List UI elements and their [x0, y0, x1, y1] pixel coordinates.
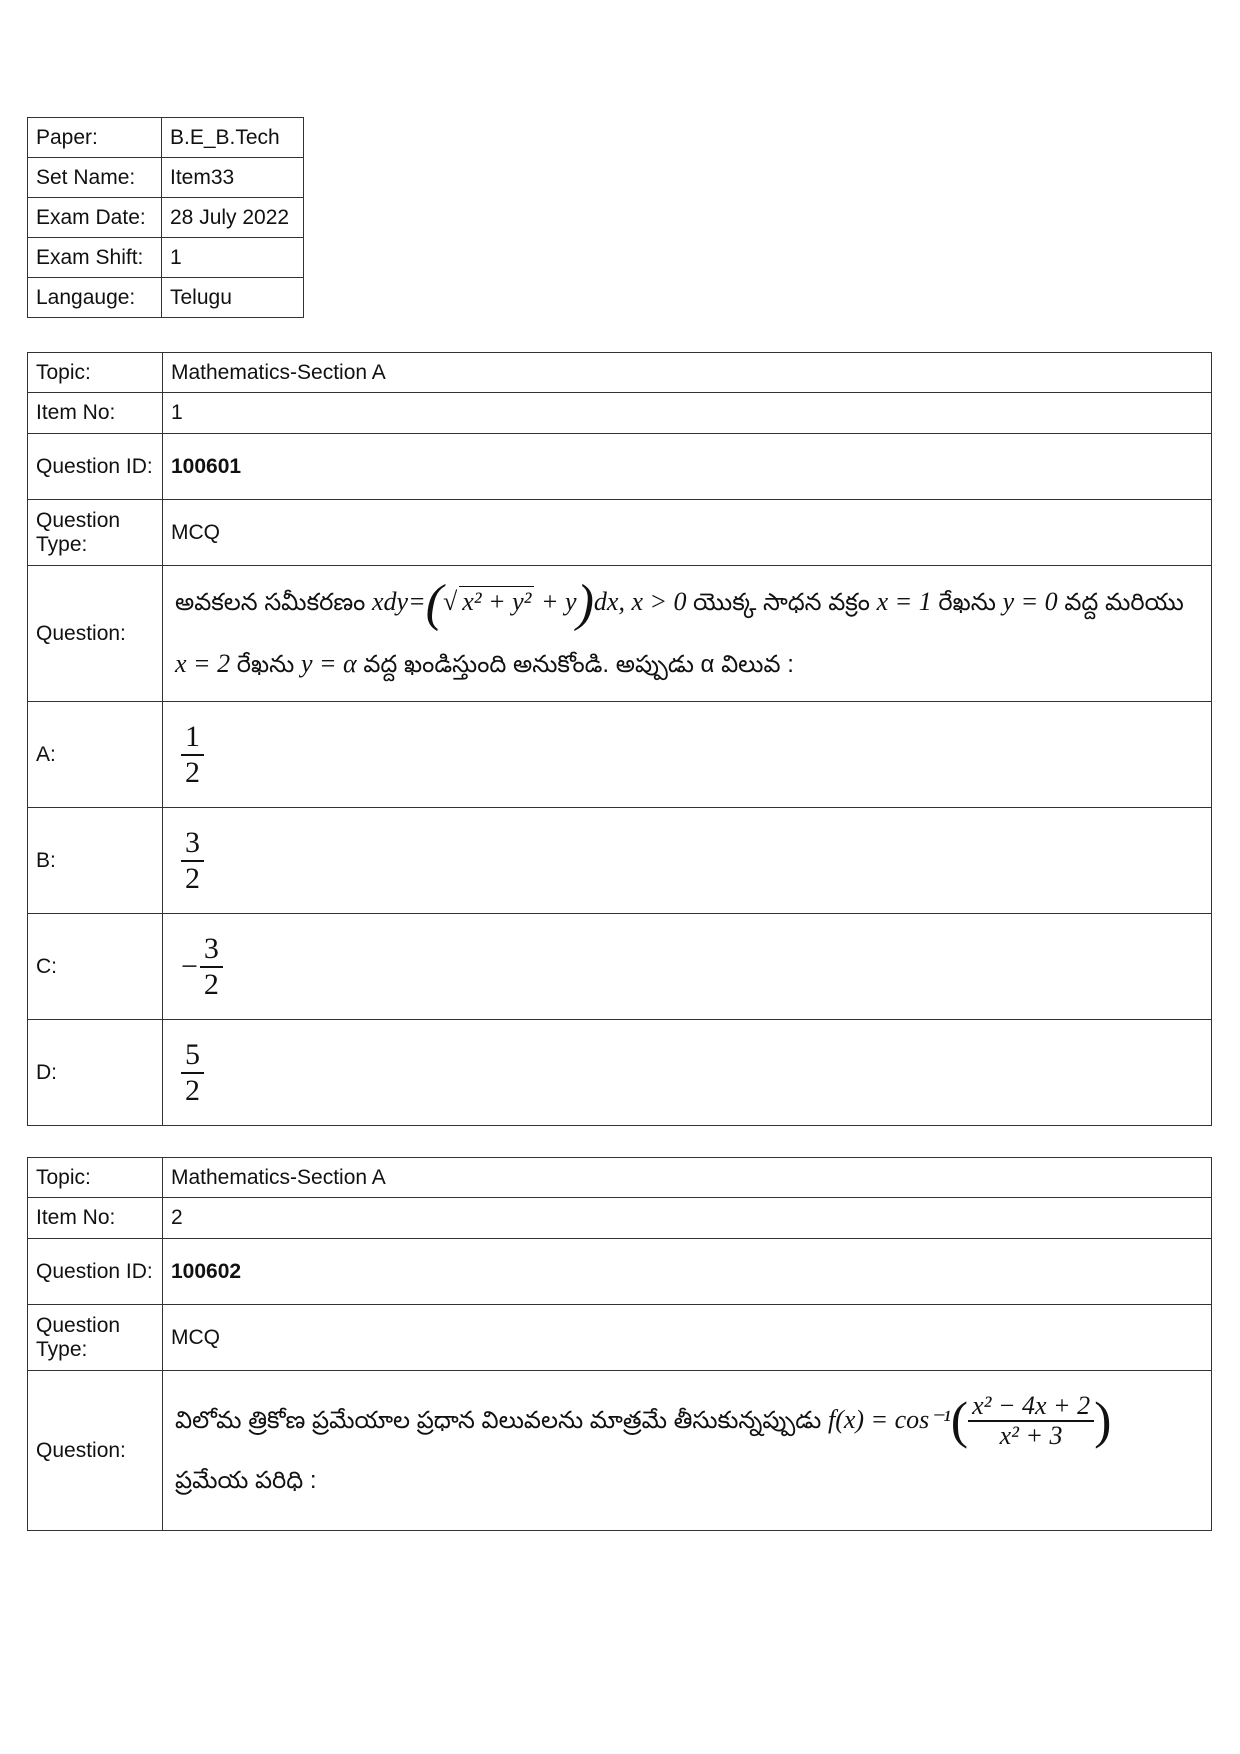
question-row — [28, 566, 1212, 702]
fraction — [968, 1392, 1094, 1450]
meta-value: 1 — [162, 238, 304, 278]
fraction — [181, 1038, 204, 1108]
topic-label: Topic: — [28, 1158, 163, 1198]
question-id-row — [28, 1239, 1212, 1305]
meta-row-exam-shift — [28, 238, 304, 278]
question-type-value: MCQ — [163, 500, 1212, 566]
option-value — [163, 1020, 1212, 1126]
math-expression: xdy=(√ x² + y² + y)dx, x > 0 — [372, 575, 687, 633]
telugu-text: వద్ద మరియు — [1064, 589, 1184, 616]
question-id-value: 100602 — [163, 1239, 1212, 1305]
fraction — [200, 932, 223, 1002]
meta-value: 28 July 2022 — [162, 198, 304, 238]
fraction-numerator: 5 — [181, 1038, 204, 1074]
question-text: విలోమ త్రికోణ ప్రమేయాల ప్రధాన విలువలను మాత్రమే తీసుకున్నప్పుడు f(x) = cos⁻¹( $\frac{\text{x² − 4x + 2}}{\text{x² + 3}}$ ) ప్రమేయ పరిధి : — [163, 1371, 1212, 1531]
question-id-value: 100601 — [163, 434, 1212, 500]
fraction-numerator: 1 — [181, 720, 204, 756]
question-2-table — [27, 1157, 1212, 1531]
meta-value: Telugu — [162, 278, 304, 318]
telugu-text: అవకలన సమీకరణం — [175, 589, 366, 616]
fraction-numerator: x² − 4x + 2 — [968, 1392, 1094, 1422]
question-row — [28, 1371, 1212, 1531]
fraction — [181, 720, 204, 790]
fraction — [181, 826, 204, 896]
fraction-numerator: 3 — [181, 826, 204, 862]
fraction-denominator: 2 — [185, 755, 200, 789]
option-row-c — [28, 914, 1212, 1020]
math-y0: y = 0 — [1002, 587, 1058, 616]
meta-value: Item33 — [162, 158, 304, 198]
meta-row-exam-date — [28, 198, 304, 238]
fraction-denominator: 2 — [185, 861, 200, 895]
option-label: A: — [28, 702, 163, 808]
question-type-label: Question Type: — [28, 1305, 163, 1371]
math-x2: x = 2 — [175, 649, 231, 679]
topic-value: Mathematics-Section A — [163, 1158, 1212, 1198]
item-row — [28, 1198, 1212, 1239]
question-type-label: Question Type: — [28, 500, 163, 566]
question-text — [163, 566, 1212, 702]
item-value: 1 — [163, 393, 1212, 434]
item-label: Item No: — [28, 393, 163, 434]
topic-value: Mathematics-Section A — [163, 353, 1212, 393]
question-type-row — [28, 1305, 1212, 1371]
option-row-d — [28, 1020, 1212, 1126]
question-type-row — [28, 500, 1212, 566]
meta-label: Set Name: — [28, 158, 162, 198]
option-value — [163, 702, 1212, 808]
telugu-text: రేఖను — [938, 589, 996, 616]
topic-label: Topic: — [28, 353, 163, 393]
math-x1: x = 1 — [876, 587, 932, 616]
question-id-row — [28, 434, 1212, 500]
fraction-numerator: 3 — [200, 932, 223, 968]
meta-label: Langauge: — [28, 278, 162, 318]
meta-row-paper — [28, 118, 304, 158]
equation-dx: dx — [593, 587, 619, 616]
fraction-denominator: 2 — [185, 1073, 200, 1107]
meta-label: Exam Date: — [28, 198, 162, 238]
meta-row-language — [28, 278, 304, 318]
meta-label: Exam Shift: — [28, 238, 162, 278]
question-id-label: Question ID: — [28, 434, 163, 500]
question-1-table — [27, 352, 1212, 1126]
option-value — [163, 808, 1212, 914]
item-row — [28, 393, 1212, 434]
item-label: Item No: — [28, 1198, 163, 1239]
fraction-denominator: 2 — [203, 967, 219, 1001]
math-y-alpha: y = α — [300, 649, 357, 679]
question-label: Question: — [28, 1371, 163, 1531]
minus-sign: − — [181, 949, 198, 983]
item-value: 2 — [163, 1198, 1212, 1239]
option-row-b — [28, 808, 1212, 914]
question-label: Question: — [28, 566, 163, 702]
equation-plus-y: + y — [540, 587, 577, 616]
fraction-denominator: x² + 3 — [999, 1421, 1063, 1451]
option-label: C: — [28, 914, 163, 1020]
equation-condition: , x > 0 — [618, 587, 687, 616]
exam-meta-table — [27, 117, 304, 318]
telugu-text: విలోమ త్రికోణ ప్రమేయాల ప్రధాన విలువలను మాత్రమే తీసుకున్నప్పుడు — [175, 1406, 822, 1434]
option-value — [163, 914, 1212, 1020]
question-id-label: Question ID: — [28, 1239, 163, 1305]
option-label: B: — [28, 808, 163, 914]
meta-row-set-name — [28, 158, 304, 198]
math-fx: f(x) = cos⁻¹ — [827, 1404, 951, 1434]
meta-value: B.E_B.Tech — [162, 118, 304, 158]
question-type-value: MCQ — [163, 1305, 1212, 1371]
equation-lhs: xdy — [372, 587, 409, 616]
topic-row — [28, 1158, 1212, 1198]
telugu-text: వద్ద ఖండిస్తుంది అనుకోండి. అప్పుడు α విలువ : — [363, 651, 794, 679]
option-row-a — [28, 702, 1212, 808]
telugu-text: ప్రమేయ పరిధి : — [175, 1467, 317, 1495]
sqrt-term: x² + y² — [459, 586, 534, 616]
meta-label: Paper: — [28, 118, 162, 158]
option-label: D: — [28, 1020, 163, 1126]
topic-row — [28, 353, 1212, 393]
telugu-text: యొక్క సాధన వక్రం — [693, 589, 870, 616]
telugu-text: రేఖను — [236, 651, 295, 679]
